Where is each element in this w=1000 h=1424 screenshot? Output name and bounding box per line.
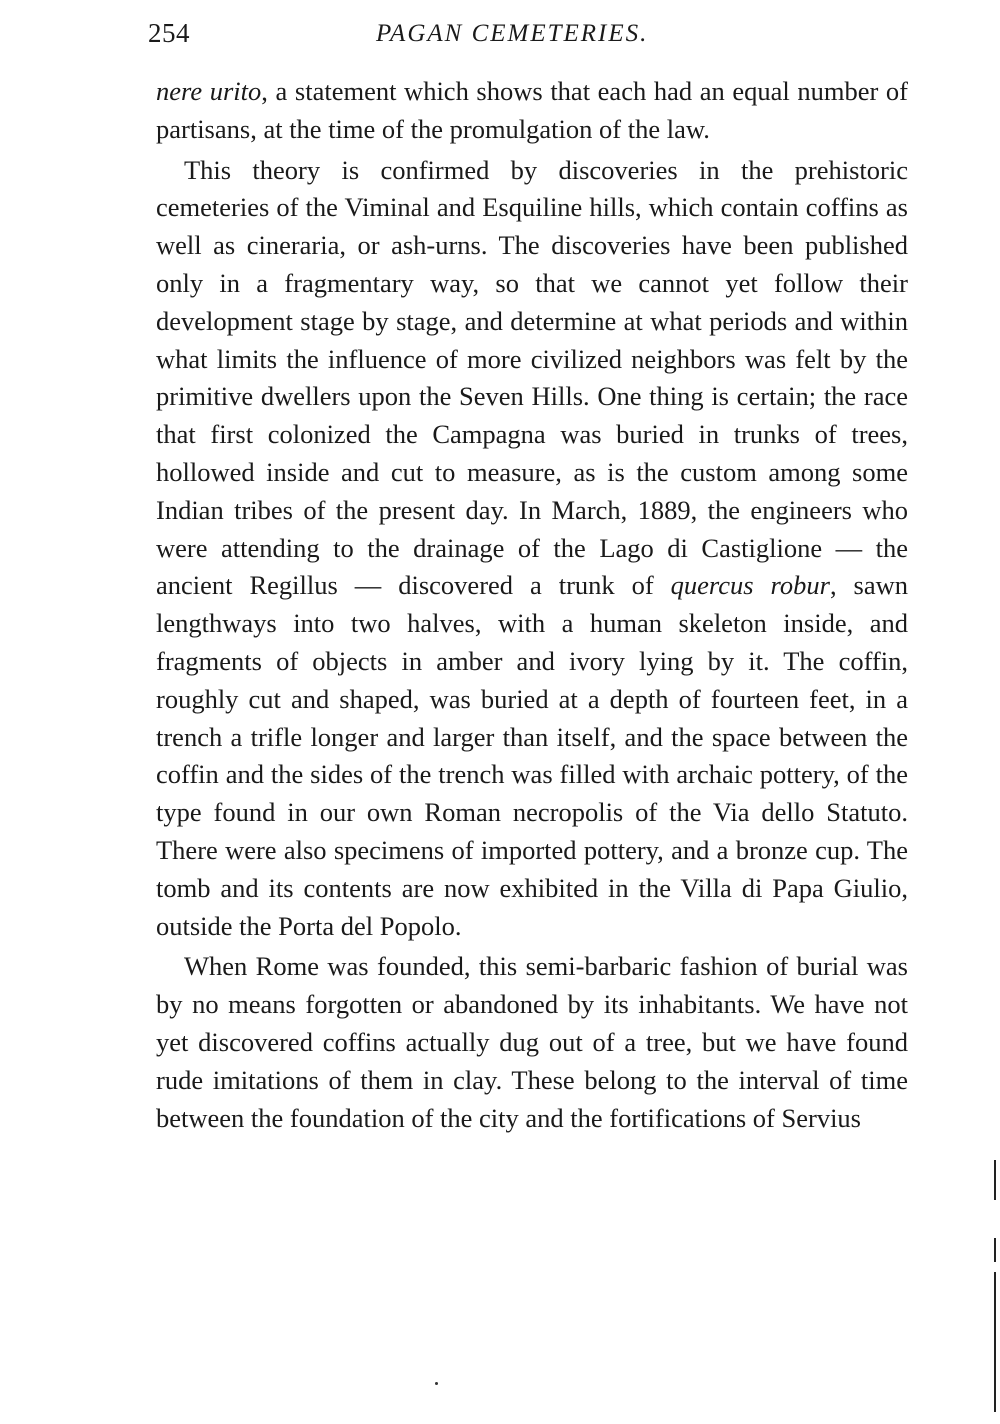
body-text <box>156 73 908 1137</box>
text-segment: , sawn lengthways into two halves, with a human skeleton inside, and fragments of objects in amber and ivory lying by it. The coffin, roughly cut and shaped, was buried at a depth of fourteen feet, in a trench a trifle longer and larger than itself, and the space between the coffin and the sides of the trench was filled with archaic pottery, of the type found in our own Roman necropolis of the Via dello Statuto. There were also specimens of imported pottery, and a bronze cup. The tomb and its contents are now exhibited in the Villa di Papa Giulio, outside the Porta del Popolo. <box>156 570 908 941</box>
paragraph-1 <box>156 73 908 149</box>
paragraph-3 <box>156 948 908 1137</box>
scan-edge-mark <box>994 1238 996 1262</box>
page-header <box>148 18 908 58</box>
paragraph-2 <box>156 152 908 946</box>
latin-species-name: quercus robur <box>670 570 830 601</box>
latin-phrase: nere urito <box>156 76 262 106</box>
text-segment: When Rome was founded, this semi-barbaric fashion of burial was by no means forgotten or abandoned by its inhabitants. We have not yet discovered coffins actually dug out of a tree, but we have found rude imitations of them in clay. These belong to the interval of time between the foundation of the city and the fortifications of Servius <box>156 951 908 1133</box>
scan-edge-mark <box>994 1160 996 1200</box>
page-number: 254 <box>148 18 190 48</box>
print-speck <box>435 1382 438 1385</box>
scan-edge-mark <box>994 1272 996 1412</box>
text-segment: This theory is confirmed by discoveries in the prehistoric cemeteries of the Viminal and Esquiline hills, which contain coffins as well as cineraria, or ash-urns. The discoveries have been published only in a fragmentary way, so that we cannot yet follow their development stage by stage, and determine at what periods and within what limits the influence of more civilized neighbors was felt by the primitive dwellers upon the Seven Hills. One thing is certain; the race that first colonized the Campagna was buried in trunks of trees, hollowed inside and cut to measure, as is the custom among some Indian tribes of the present day. In March, 1889, the engineers who were attending to the drainage of the Lago di Castiglione — the ancient Regillus — discovered a trunk of <box>156 154 908 601</box>
running-title: PAGAN CEMETERIES. <box>376 20 649 47</box>
text-segment: , a statement which shows that each had an equal number of partisans, at the time of the promulgation of the law. <box>156 76 908 144</box>
